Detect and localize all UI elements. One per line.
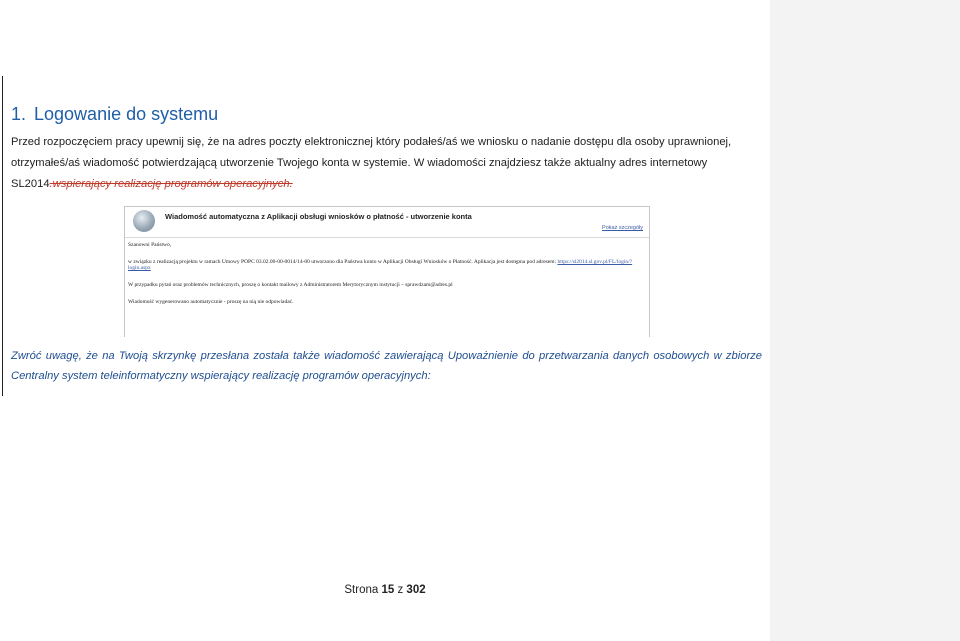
document-side-margin: [770, 0, 960, 641]
email-body-text: w związku z realizacją projektu w ramach Umowy POPC 03.02.00-00-0014/14-00 utworzono dla Państwa konto w Aplikacji Obsługi Wniosków o Płatność. Aplikacja jest dostępna pod adresem:: [128, 259, 557, 265]
email-contact-text: W przypadku pytań oraz problemów technicznych, proszę o kontakt mailowy z Administratorem Merytorycznym instytucji – sprawdzam@adres.pl: [128, 282, 453, 288]
section-number: 1.: [11, 104, 27, 124]
change-bar: [2, 76, 3, 396]
email-title: Wiadomość automatyczna z Aplikacji obsługi wniosków o płatność - utworzenie konta: [165, 212, 472, 221]
globe-icon: [133, 210, 155, 232]
email-screenshot: [124, 206, 650, 337]
section-heading: [11, 104, 218, 125]
footer-page-number: 15: [381, 584, 395, 596]
intro-text: Przed rozpoczęciem pracy upewnij się, że na adres poczty elektronicznej który podałeś/aś we wniosku o nadanie dostępu dla osoby uprawnionej, otrzymałeś/aś wiadomość potwierdzającą utworzenie Twojego konta w systemie. W wiadomości znajdziesz także aktualny adres internetowy SL2014: [11, 136, 732, 190]
footer-separator: z: [397, 584, 404, 596]
email-header: [125, 207, 649, 238]
email-auto-text: Wiadomość wygenerowano automatycznie - proszę na nią nie odpowiadać.: [128, 299, 294, 305]
note-paragraph: Zwróć uwagę, że na Twoją skrzynkę przesłana została także wiadomość zawierającą Upoważnienie do przetwarzania danych osobowych w zbiorze Centralny system teleinformatyczny wspierający realizację programów operacyjnych:: [11, 350, 762, 382]
email-body: [125, 238, 649, 320]
section-title: Logowanie do systemu: [34, 104, 219, 124]
email-body-paragraph: [128, 259, 646, 271]
footer-page-total: 302: [406, 584, 426, 596]
struck-text: .wspierający realizację programów operacyjnych.: [49, 178, 293, 190]
email-greeting: Szanowni Państwo,: [128, 242, 172, 248]
page-footer: [0, 584, 770, 596]
email-print-link[interactable]: Pokaż szczegóły: [602, 225, 643, 231]
email-url-link[interactable]: https://sl2014.sl.gov.pl/FL/login/?login.aspx: [128, 259, 633, 271]
footer-prefix: Strona: [344, 584, 379, 596]
intro-paragraph: [11, 132, 767, 195]
